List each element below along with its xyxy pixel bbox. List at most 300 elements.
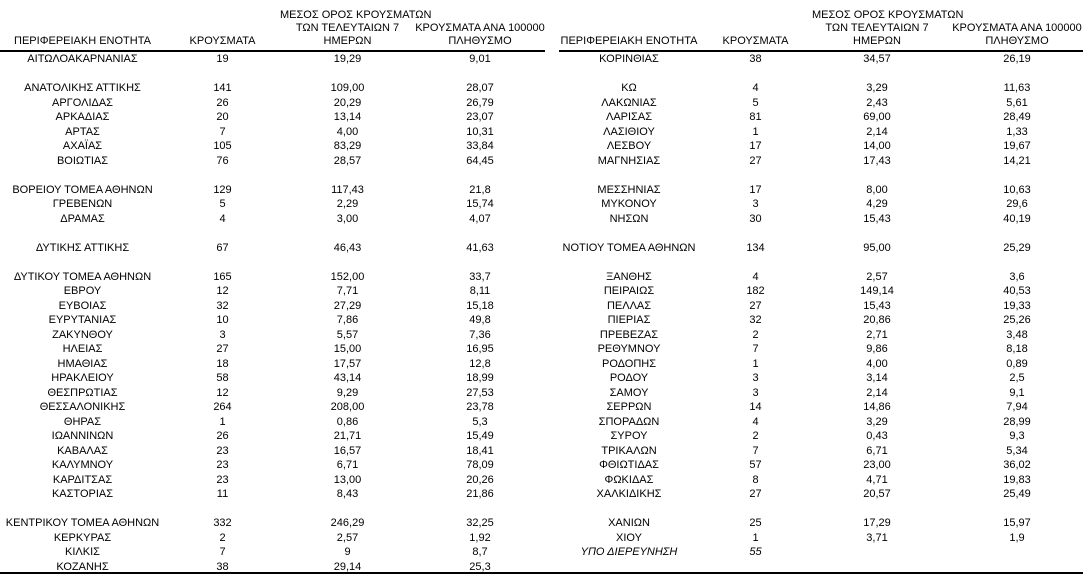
table-row bbox=[0, 110, 545, 125]
cases-cell: 4 bbox=[752, 270, 759, 283]
avg7-cell: 27,29 bbox=[333, 299, 362, 312]
avg7-cell: 0,86 bbox=[336, 415, 359, 428]
avg7-cell: 8,43 bbox=[336, 488, 359, 500]
per100k-cell: 26,79 bbox=[466, 96, 494, 109]
table-row bbox=[559, 154, 1083, 169]
cases-cell: 3 bbox=[752, 198, 759, 210]
table-row bbox=[0, 241, 545, 256]
region-cell: ΕΥΡΥΤΑΝΙΑΣ bbox=[48, 314, 117, 326]
table-row bbox=[559, 270, 1083, 285]
avg7-cell: 4,71 bbox=[866, 473, 888, 486]
region-cell: ΥΠΟ ΔΙΕΡΕΥΝΗΣΗ bbox=[580, 546, 678, 558]
cases-cell: 141 bbox=[213, 82, 232, 94]
per100k-cell: 16,95 bbox=[466, 343, 494, 355]
per100k-cell: 19,83 bbox=[1003, 473, 1031, 486]
cases-cell: 165 bbox=[213, 270, 232, 283]
table-row bbox=[559, 197, 1083, 212]
table-row bbox=[0, 429, 545, 444]
cases-cell: 5 bbox=[752, 96, 759, 109]
avg7-cell: 9,86 bbox=[866, 343, 888, 355]
cases-cell: 17 bbox=[749, 140, 762, 152]
region-cell: ΑΙΤΩΛΟΑΚΑΡΝΑΝΙΑΣ bbox=[27, 53, 138, 65]
avg7-cell: 109,00 bbox=[330, 82, 365, 94]
region-cell: ΠΕΛΛΑΣ bbox=[606, 299, 652, 312]
cases-cell: 264 bbox=[213, 401, 232, 413]
cases-cell: 7 bbox=[752, 343, 759, 355]
avg7-cell: 2,14 bbox=[866, 386, 888, 399]
avg7-cell: 2,14 bbox=[866, 125, 888, 138]
cases-cell: 12 bbox=[216, 285, 229, 297]
region-cell: ΒΟΡΕΙΟΥ ΤΟΜΕΑ ΑΘΗΝΩΝ bbox=[12, 183, 153, 196]
cases-cell: 38 bbox=[216, 560, 229, 573]
per100k-cell: 10,31 bbox=[466, 125, 494, 138]
avg7-cell: 9,29 bbox=[336, 386, 359, 399]
per100k-cell: 9,1 bbox=[1009, 386, 1025, 399]
region-cell bbox=[559, 502, 699, 517]
per100k-cell bbox=[415, 255, 545, 270]
avg7-cell: 43,14 bbox=[333, 372, 362, 384]
avg7-cell: 117,43 bbox=[331, 183, 364, 196]
region-cell: ΛΑΡΙΣΑΣ bbox=[605, 111, 652, 123]
table-row bbox=[559, 400, 1083, 415]
column-header-avg7-line2: ΤΩΝ ΤΕΛΕΥΤΑΙΩΝ 7 bbox=[295, 22, 400, 34]
cases-cell bbox=[699, 168, 812, 183]
table-row bbox=[559, 487, 1083, 502]
spacer-row bbox=[0, 168, 545, 183]
column-header-region: ΠΕΡΙΦΕΡΕΙΑΚΗ ΕΝΟΤΗΤΑ bbox=[0, 0, 165, 51]
cases-cell: 11 bbox=[216, 488, 229, 500]
table-row bbox=[559, 81, 1083, 96]
cases-cell: 3 bbox=[752, 372, 759, 384]
per100k-cell: 28,07 bbox=[466, 82, 494, 94]
table-row bbox=[559, 241, 1083, 256]
avg7-cell bbox=[812, 545, 942, 560]
avg7-cell: 3,71 bbox=[866, 531, 888, 544]
region-cell: ΣΠΟΡΑΔΩΝ bbox=[598, 415, 660, 428]
cases-cell: 4 bbox=[752, 82, 759, 94]
region-cell: ΤΡΙΚΑΛΩΝ bbox=[601, 444, 657, 457]
per100k-cell: 14,21 bbox=[1003, 154, 1031, 167]
avg7-cell: 13,00 bbox=[333, 473, 362, 486]
per100k-cell: 3,6 bbox=[1009, 270, 1025, 283]
region-cell: ΦΘΙΩΤΙΔΑΣ bbox=[599, 459, 659, 471]
region-cell bbox=[0, 67, 165, 82]
cases-cell bbox=[699, 226, 812, 241]
table-row bbox=[0, 516, 545, 531]
cases-cell: 23 bbox=[216, 473, 229, 486]
region-cell bbox=[559, 168, 699, 183]
avg7-cell: 5,57 bbox=[336, 328, 359, 341]
column-header-per100k-line2: ΠΛΗΘΥΣΜΟ bbox=[985, 35, 1049, 47]
cases-cell: 30 bbox=[749, 212, 762, 225]
avg7-cell: 29,14 bbox=[333, 560, 362, 573]
region-cell: ΝΟΤΙΟΥ ΤΟΜΕΑ ΑΘΗΝΩΝ bbox=[562, 241, 696, 254]
cases-cell: 2 bbox=[752, 430, 759, 442]
cases-cell: 7 bbox=[219, 125, 226, 138]
cases-cell: 105 bbox=[213, 140, 232, 152]
cases-cell: 20 bbox=[216, 111, 229, 123]
table-row bbox=[0, 531, 545, 546]
cases-cell: 58 bbox=[216, 372, 229, 384]
table-row bbox=[559, 458, 1083, 473]
region-cell: ΜΑΓΝΗΣΙΑΣ bbox=[597, 154, 661, 167]
avg7-cell: 23,00 bbox=[863, 459, 891, 471]
table-row bbox=[0, 212, 545, 227]
region-cell: ΠΙΕΡΙΑΣ bbox=[607, 314, 651, 326]
region-cell: ΣΑΜΟΥ bbox=[609, 386, 649, 399]
cases-cell: 3 bbox=[752, 386, 759, 399]
table-row bbox=[0, 357, 545, 372]
avg7-cell: 2,57 bbox=[866, 270, 888, 283]
region-cell: ΣΕΡΡΩΝ bbox=[606, 401, 652, 413]
per100k-cell: 11,63 bbox=[1003, 82, 1031, 94]
per100k-cell: 1,9 bbox=[1009, 531, 1025, 544]
cases-cell: 12 bbox=[216, 386, 229, 399]
per100k-cell: 33,7 bbox=[469, 270, 491, 283]
region-cell: ΖΑΚΥΝΘΟΥ bbox=[52, 328, 113, 341]
per100k-cell: 7,94 bbox=[1006, 401, 1028, 413]
avg7-cell: 17,43 bbox=[863, 154, 891, 167]
cases-cell: 27 bbox=[749, 154, 762, 167]
cases-cell: 38 bbox=[749, 53, 762, 65]
region-cell: ΞΑΝΘΗΣ bbox=[606, 270, 652, 283]
cases-cell: 134 bbox=[746, 241, 765, 254]
cases-cell: 1 bbox=[752, 357, 759, 370]
avg7-cell: 2,71 bbox=[866, 328, 888, 341]
per100k-cell: 64,45 bbox=[466, 154, 494, 167]
per100k-cell: 49,8 bbox=[469, 314, 491, 326]
avg7-cell: 20,57 bbox=[863, 488, 891, 500]
avg7-cell bbox=[280, 502, 415, 517]
per100k-cell: 25,26 bbox=[1003, 314, 1031, 326]
table-row bbox=[0, 139, 545, 154]
avg7-cell: 15,43 bbox=[863, 299, 891, 312]
cases-cell: 23 bbox=[216, 444, 229, 457]
cases-cell: 4 bbox=[752, 415, 759, 428]
region-cell: ΚΕΝΤΡΙΚΟΥ ΤΟΜΕΑ ΑΘΗΝΩΝ bbox=[5, 517, 160, 529]
table-row bbox=[0, 415, 545, 430]
avg7-cell: 246,29 bbox=[330, 517, 365, 529]
table-row bbox=[559, 357, 1083, 372]
region-cell: ΑΡΚΑΔΙΑΣ bbox=[55, 111, 110, 123]
table-row bbox=[559, 125, 1083, 140]
cases-cell: 81 bbox=[749, 111, 762, 123]
avg7-cell: 3,29 bbox=[866, 415, 888, 428]
table-row bbox=[0, 386, 545, 401]
per100k-cell: 4,07 bbox=[469, 212, 491, 225]
table-row bbox=[559, 313, 1083, 328]
region-cell bbox=[559, 255, 699, 270]
avg7-cell: 6,71 bbox=[336, 459, 359, 471]
region-cell: ΔΡΑΜΑΣ bbox=[60, 212, 105, 225]
cases-cell bbox=[699, 502, 812, 517]
per100k-cell: 32,25 bbox=[466, 517, 494, 529]
per100k-cell: 19,33 bbox=[1003, 299, 1031, 312]
avg7-cell bbox=[812, 255, 942, 270]
avg7-cell: 2,43 bbox=[866, 96, 888, 109]
region-cell: ΔΥΤΙΚΗΣ ΑΤΤΙΚΗΣ bbox=[35, 241, 130, 254]
table-row bbox=[0, 96, 545, 111]
per100k-cell: 10,63 bbox=[1003, 183, 1031, 196]
cases-cell: 76 bbox=[216, 154, 229, 167]
table-row bbox=[559, 429, 1083, 444]
region-cell: ΚΩ bbox=[621, 82, 637, 94]
table-row bbox=[559, 328, 1083, 343]
column-header-per100k-line1: ΚΡΟΥΣΜΑΤΑ ΑΝΑ 100000 bbox=[952, 22, 1082, 34]
cases-cell bbox=[699, 255, 812, 270]
cases-cell: 32 bbox=[749, 314, 762, 326]
region-cell: ΕΒΡΟΥ bbox=[63, 285, 102, 297]
table-row bbox=[559, 139, 1083, 154]
cases-cell: 26 bbox=[216, 430, 229, 442]
per100k-cell bbox=[415, 67, 545, 82]
avg7-cell bbox=[812, 502, 942, 517]
table-row bbox=[0, 183, 545, 198]
table-row bbox=[0, 51, 545, 67]
region-cell: ΧΑΝΙΩΝ bbox=[608, 517, 650, 529]
avg7-cell: 16,57 bbox=[333, 444, 362, 457]
cases-cell: 14 bbox=[749, 401, 762, 413]
cases-cell: 27 bbox=[749, 299, 762, 312]
region-cell: ΚΟΡΙΝΘΙΑΣ bbox=[599, 53, 659, 65]
avg7-cell: 6,71 bbox=[866, 444, 888, 457]
table-row bbox=[0, 342, 545, 357]
per100k-cell: 21,8 bbox=[469, 183, 491, 196]
table-row bbox=[559, 96, 1083, 111]
spacer-row bbox=[0, 502, 545, 517]
per100k-cell bbox=[942, 226, 1083, 241]
region-cell: ΙΩΑΝΝΙΝΩΝ bbox=[51, 430, 114, 442]
table-row bbox=[0, 270, 545, 285]
cases-cell: 55 bbox=[749, 546, 762, 558]
spacer-row bbox=[0, 255, 545, 270]
region-cell: ΛΑΚΩΝΙΑΣ bbox=[601, 96, 657, 109]
cases-cell: 2 bbox=[752, 328, 759, 341]
region-cell: ΑΧΑΪΑΣ bbox=[62, 140, 103, 152]
table-row bbox=[0, 473, 545, 488]
per100k-cell: 8,11 bbox=[469, 285, 491, 297]
spacer-row bbox=[0, 67, 545, 82]
cases-cell: 19 bbox=[216, 53, 229, 65]
cases-cell bbox=[165, 67, 280, 82]
table-row bbox=[559, 415, 1083, 430]
avg7-cell bbox=[812, 67, 942, 82]
per100k-cell bbox=[942, 255, 1083, 270]
column-header-avg7-line3: ΗΜΕΡΩΝ bbox=[323, 35, 372, 47]
cases-cell: 2 bbox=[219, 531, 226, 544]
region-cell bbox=[0, 502, 165, 517]
avg7-cell: 15,00 bbox=[333, 343, 362, 355]
table-header-right bbox=[559, 0, 1083, 51]
avg7-cell: 0,43 bbox=[866, 430, 888, 442]
cases-cell: 332 bbox=[213, 517, 232, 529]
table-row bbox=[0, 328, 545, 343]
per100k-cell: 25,49 bbox=[1003, 488, 1031, 500]
per100k-cell: 9,01 bbox=[469, 53, 491, 65]
region-cell: ΒΟΙΩΤΙΑΣ bbox=[56, 154, 109, 167]
per100k-cell bbox=[942, 168, 1083, 183]
region-cell: ΛΑΣΙΘΙΟΥ bbox=[603, 125, 655, 138]
region-cell: ΜΥΚΟΝΟΥ bbox=[601, 198, 657, 210]
per100k-cell: 8,18 bbox=[1006, 343, 1028, 355]
cases-cell: 17 bbox=[749, 183, 762, 196]
cases-cell: 5 bbox=[219, 198, 226, 210]
avg7-cell: 2,29 bbox=[336, 198, 359, 210]
table-row bbox=[559, 299, 1083, 314]
per100k-cell: 18,41 bbox=[466, 444, 494, 457]
per100k-cell bbox=[942, 502, 1083, 517]
table-row bbox=[559, 110, 1083, 125]
per100k-cell: 15,74 bbox=[466, 198, 494, 210]
cases-cell: 4 bbox=[219, 212, 226, 225]
per100k-cell: 3,48 bbox=[1006, 328, 1028, 341]
region-cell: ΣΥΡΟΥ bbox=[610, 430, 648, 442]
per100k-cell: 25,3 bbox=[469, 560, 491, 573]
avg7-cell: 14,86 bbox=[863, 401, 891, 413]
avg7-cell bbox=[280, 226, 415, 241]
region-cell: ΘΕΣΠΡΩΤΙΑΣ bbox=[47, 386, 118, 399]
table-row bbox=[0, 81, 545, 96]
table-row bbox=[559, 342, 1083, 357]
avg7-cell: 9 bbox=[344, 546, 351, 558]
spacer-row bbox=[559, 168, 1083, 183]
table-bottom-rule bbox=[0, 572, 1083, 574]
column-header-avg7-line1: ΜΕΣΟΣ ΟΡΟΣ ΚΡΟΥΣΜΑΤΩΝ bbox=[280, 9, 432, 21]
avg7-cell: 2,57 bbox=[336, 531, 359, 544]
avg7-cell: 4,29 bbox=[866, 198, 888, 210]
table-header-left bbox=[0, 0, 545, 51]
table-row bbox=[0, 125, 545, 140]
region-cell: ΘΕΣΣΑΛΟΝΙΚΗΣ bbox=[39, 401, 126, 413]
cases-cell bbox=[165, 168, 280, 183]
per100k-cell: 7,36 bbox=[469, 328, 491, 341]
cases-cell: 7 bbox=[219, 546, 226, 558]
region-cell: ΚΟΖΑΝΗΣ bbox=[56, 560, 109, 573]
table-row bbox=[559, 444, 1083, 459]
spacer-row bbox=[559, 67, 1083, 82]
per100k-cell: 26,19 bbox=[1003, 53, 1031, 65]
region-cell bbox=[559, 67, 699, 82]
avg7-cell: 208,00 bbox=[330, 401, 365, 413]
per100k-cell: 78,09 bbox=[466, 459, 494, 471]
column-header-avg7-line2: ΤΩΝ ΤΕΛΕΥΤΑΙΩΝ 7 bbox=[825, 22, 929, 34]
region-cell: ΚΑΛΥΜΝΟΥ bbox=[51, 459, 114, 471]
spacer-row bbox=[559, 502, 1083, 517]
per100k-cell: 36,02 bbox=[1003, 459, 1031, 471]
avg7-cell: 69,00 bbox=[863, 111, 891, 123]
per100k-cell bbox=[415, 168, 545, 183]
region-cell: ΑΡΓΟΛΙΔΑΣ bbox=[52, 96, 113, 109]
region-cell: ΚΑΡΔΙΤΣΑΣ bbox=[52, 473, 113, 486]
table-body-left bbox=[0, 51, 545, 574]
column-header-avg7 bbox=[280, 0, 432, 51]
per100k-cell bbox=[942, 67, 1083, 82]
region-cell: ΗΡΑΚΛΕΙΟΥ bbox=[51, 372, 114, 384]
avg7-cell: 15,43 bbox=[863, 212, 891, 225]
table-body-right bbox=[559, 51, 1083, 574]
spacer-row bbox=[559, 226, 1083, 241]
per100k-cell: 15,97 bbox=[1003, 517, 1031, 529]
spacer-row bbox=[0, 226, 545, 241]
table-row bbox=[559, 516, 1083, 531]
avg7-cell: 17,29 bbox=[863, 517, 891, 529]
cases-table-right bbox=[559, 0, 1083, 574]
column-header-per100k-line2: ΠΛΗΘΥΣΜΟ bbox=[448, 35, 512, 47]
table-row bbox=[559, 51, 1083, 67]
cases-cell: 27 bbox=[216, 343, 229, 355]
column-header-cases: ΚΡΟΥΣΜΑΤΑ bbox=[699, 0, 812, 51]
avg7-cell: 95,00 bbox=[863, 241, 891, 254]
cases-cell bbox=[165, 226, 280, 241]
per100k-cell: 9,3 bbox=[1009, 430, 1025, 442]
avg7-cell: 13,14 bbox=[333, 111, 362, 123]
region-cell: ΓΡΕΒΕΝΩΝ bbox=[52, 198, 113, 210]
per100k-cell: 2,5 bbox=[1009, 372, 1025, 384]
region-cell: ΚΑΣΤΟΡΙΑΣ bbox=[51, 488, 114, 500]
region-cell: ΧΑΛΚΙΔΙΚΗΣ bbox=[596, 488, 662, 500]
region-cell: ΡΟΔΟΥ bbox=[609, 372, 649, 384]
header-row bbox=[559, 0, 1083, 51]
cases-cell: 182 bbox=[746, 285, 765, 297]
cases-cell: 10 bbox=[216, 314, 229, 326]
cases-cell: 32 bbox=[216, 299, 229, 312]
avg7-cell: 7,71 bbox=[336, 285, 359, 297]
per100k-cell: 21,86 bbox=[466, 488, 494, 500]
table-row bbox=[559, 386, 1083, 401]
per100k-cell: 15,18 bbox=[466, 299, 494, 312]
avg7-cell: 21,71 bbox=[333, 430, 362, 442]
region-cell: ΑΝΑΤΟΛΙΚΗΣ ΑΤΤΙΚΗΣ bbox=[24, 82, 141, 94]
per100k-cell: 23,78 bbox=[466, 401, 494, 413]
avg7-cell bbox=[280, 67, 415, 82]
avg7-cell: 4,00 bbox=[336, 125, 359, 138]
avg7-cell: 28,57 bbox=[333, 154, 362, 167]
region-cell bbox=[0, 168, 165, 183]
table-row bbox=[559, 371, 1083, 386]
region-cell: ΛΕΣΒΟΥ bbox=[606, 140, 652, 152]
avg7-cell: 8,00 bbox=[866, 183, 888, 196]
per100k-cell: 33,84 bbox=[466, 140, 494, 152]
column-header-per100k-line1: ΚΡΟΥΣΜΑΤΑ ΑΝΑ 100000 bbox=[415, 22, 545, 34]
column-header-cases: ΚΡΟΥΣΜΑΤΑ bbox=[165, 0, 280, 51]
avg7-cell bbox=[812, 168, 942, 183]
per100k-cell: 5,61 bbox=[1006, 96, 1028, 109]
per100k-cell: 28,49 bbox=[1003, 111, 1031, 123]
cases-cell bbox=[165, 255, 280, 270]
table-row bbox=[0, 400, 545, 415]
table-row bbox=[0, 487, 545, 502]
per100k-cell bbox=[415, 502, 545, 517]
per100k-cell: 40,53 bbox=[1003, 285, 1031, 297]
cases-cell bbox=[699, 67, 812, 82]
per100k-cell: 0,89 bbox=[1006, 357, 1028, 370]
table-row bbox=[559, 284, 1083, 299]
cases-cell: 26 bbox=[216, 96, 229, 109]
per100k-cell: 19,67 bbox=[1003, 140, 1031, 152]
per100k-cell: 8,7 bbox=[472, 546, 488, 558]
cases-cell bbox=[165, 502, 280, 517]
avg7-cell: 46,43 bbox=[333, 241, 362, 254]
avg7-cell: 3,00 bbox=[336, 212, 359, 225]
table-row bbox=[559, 531, 1083, 546]
avg7-cell: 152,00 bbox=[330, 270, 365, 283]
column-header-avg7 bbox=[812, 0, 964, 51]
cases-cell: 67 bbox=[216, 241, 229, 254]
table-row bbox=[559, 545, 1083, 560]
region-cell: ΗΜΑΘΙΑΣ bbox=[57, 357, 108, 370]
table-row bbox=[0, 313, 545, 328]
region-cell: ΝΗΣΩΝ bbox=[609, 212, 649, 225]
